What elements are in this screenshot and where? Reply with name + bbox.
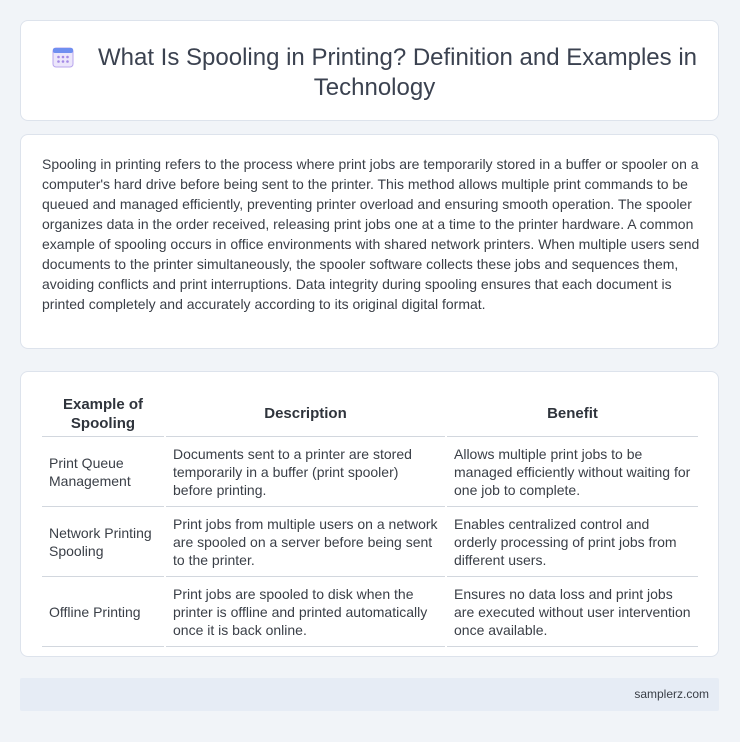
cell-example: Offline Printing — [42, 576, 165, 646]
table-card — [20, 371, 719, 657]
calendar-icon — [52, 46, 74, 68]
intro-card — [20, 134, 719, 349]
cell-benefit: Allows multiple print jobs to be managed efficiently without waiting for one job to complete. — [446, 436, 698, 506]
cell-description: Print jobs are spooled to disk when the printer is offline and printed automatically once it is back online. — [165, 576, 446, 646]
title-card — [20, 20, 719, 121]
table-header-row — [42, 392, 698, 436]
cell-description: Documents sent to a printer are stored temporarily in a buffer (print spooler) before printing. — [165, 436, 446, 506]
header-description: Description — [165, 392, 446, 436]
header-example: Example of Spooling — [42, 392, 165, 436]
table-row — [42, 436, 698, 506]
footer — [20, 678, 719, 711]
footer-site-link[interactable]: samplerz.com — [634, 687, 709, 701]
cell-benefit: Enables centralized control and orderly processing of print jobs from different users. — [446, 506, 698, 576]
page-title-wrap — [51, 43, 698, 103]
intro-paragraph: Spooling in printing refers to the process where print jobs are temporarily stored in a buffer or spooler on a computer's hard drive before being sent to the printer. This method allows multiple print commands to be queued and managed efficiently, preventing printer overload and ensuring smooth operation. The spooler organizes data in the order received, releasing print jobs one at a time to the printer hardware. A common example of spooling occurs in office environments with shared network printers. When multiple users send documents to the printer simultaneously, the spooler software collects these jobs and sequences them, avoiding conflicts and print interruptions. Data integrity during spooling ensures that each document is printed completely and accurately according to its original digital format. — [42, 156, 700, 312]
table-row — [42, 506, 698, 576]
page-title: What Is Spooling in Printing? Definition and Examples in Technology — [98, 44, 697, 101]
cell-description: Print jobs from multiple users on a network are spooled on a server before being sent to the printer. — [165, 506, 446, 576]
cell-example: Network Printing Spooling — [42, 506, 165, 576]
cell-benefit: Ensures no data loss and print jobs are executed without user intervention once available. — [446, 576, 698, 646]
table-row — [42, 576, 698, 646]
examples-table — [42, 392, 698, 647]
cell-example: Print Queue Management — [42, 436, 165, 506]
header-benefit: Benefit — [446, 392, 698, 436]
